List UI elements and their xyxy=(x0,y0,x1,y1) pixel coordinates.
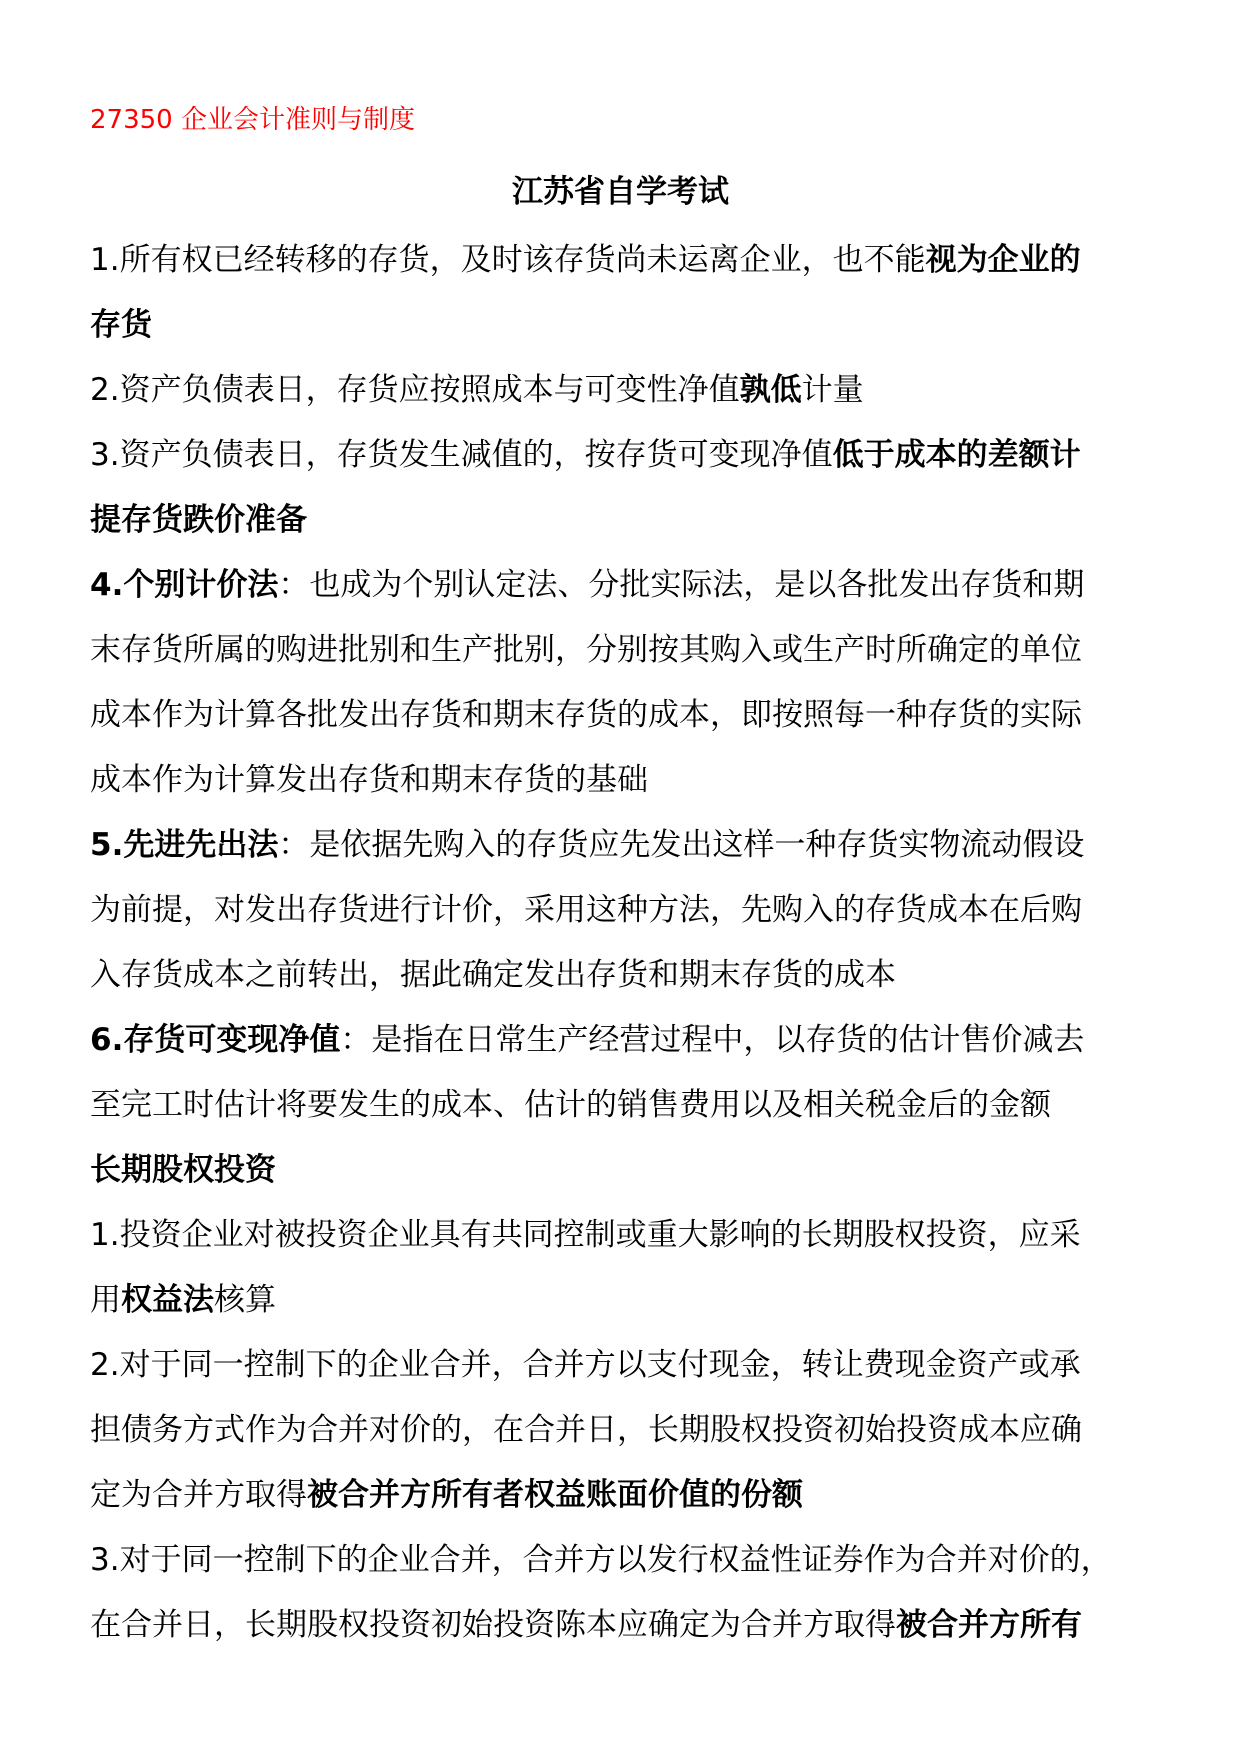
emphasis: 被合并方所有 xyxy=(896,1607,1082,1643)
text-line: 担债务方式作为合并对价的，在合并日，长期股权投资初始投资成本应确 xyxy=(90,1412,1082,1448)
text-line: 在合并日，长期股权投资初始投资陈本应确定为合并方取得被合并方所有 xyxy=(90,1607,1082,1643)
emphasis: 被合并方所有者权益账面价值的份额 xyxy=(307,1477,803,1513)
emphasis: 提存货跌价准备 xyxy=(90,502,307,538)
emphasis: 视为企业的 xyxy=(925,242,1081,278)
text-line: 1.所有权已经转移的存货，及时该存货尚未运离企业，也不能视为企业的 xyxy=(90,242,1081,278)
term: 5.先进先出法 xyxy=(90,827,279,863)
text-line xyxy=(90,488,1165,553)
text-line: 1.投资企业对被投资企业具有共同控制或重大影响的长期股权投资，应采 xyxy=(90,1217,1081,1253)
text-line: 6.存货可变现净值：是指在日常生产经营过程中，以存货的估计售价减去 xyxy=(90,1022,1085,1058)
text-line: 成本作为计算发出存货和期末存货的基础 xyxy=(90,762,648,798)
emphasis: 孰低 xyxy=(739,372,802,408)
inventory-item-2 xyxy=(90,358,1165,423)
term: 6.存货可变现净值 xyxy=(90,1022,341,1058)
text-line: 定为合并方取得被合并方所有者权益账面价值的份额 xyxy=(90,1477,803,1513)
text-line: 成本作为计算各批发出存货和期末存货的成本，即按照每一种存货的实际 xyxy=(90,697,1082,733)
text-line: 3.资产负债表日，存货发生减值的，按存货可变现净值低于成本的差额计 xyxy=(90,437,1081,473)
equity-item-2 xyxy=(90,1333,1165,1528)
text-line: 用权益法核算 xyxy=(90,1282,276,1318)
inventory-item-4 xyxy=(90,553,1165,813)
text-line: 5.先进先出法：是依据先购入的存货应先发出这样一种存货实物流动假设 xyxy=(90,827,1085,863)
text-line: 2.资产负债表日，存货应按照成本与可变性净值孰低计量 xyxy=(90,372,864,408)
text-line: 末存货所属的购进批别和生产批别，分别按其购入或生产时所确定的单位 xyxy=(90,632,1082,668)
text-line: 2.对于同一控制下的企业合并，合并方以支付现金，转让费现金资产或承 xyxy=(90,1347,1081,1383)
equity-item-3 xyxy=(90,1528,1165,1658)
document-body xyxy=(90,228,1165,1658)
emphasis: 权益法 xyxy=(121,1282,214,1318)
course-code: 27350 企业会计准则与制度 xyxy=(90,105,415,135)
emphasis: 存货 xyxy=(90,307,152,343)
text-line: 至完工时估计将要发生的成本、估计的销售费用以及相关税金后的金额 xyxy=(90,1087,1051,1123)
section-heading-text: 长期股权投资 xyxy=(90,1152,276,1188)
inventory-item-3 xyxy=(90,423,1165,553)
section-heading xyxy=(90,1138,1165,1203)
text-line: 3.对于同一控制下的企业合并，合并方以发行权益性证券作为合并对价的， xyxy=(90,1542,1112,1578)
text-line: 为前提，对发出存货进行计价，采用这种方法，先购入的存货成本在后购 xyxy=(90,892,1082,928)
document-title: 江苏省自学考试 xyxy=(512,174,729,210)
emphasis: 低于成本的差额计 xyxy=(832,437,1081,473)
text-line: 入存货成本之前转出，据此确定发出存货和期末存货的成本 xyxy=(90,957,896,993)
inventory-item-5 xyxy=(90,813,1165,1008)
text-line: 4.个别计价法：也成为个别认定法、分批实际法，是以各批发出存货和期 xyxy=(90,567,1085,603)
inventory-item-1 xyxy=(90,228,1165,358)
term: 4.个别计价法 xyxy=(90,567,279,603)
inventory-item-6 xyxy=(90,1008,1165,1138)
equity-item-1 xyxy=(90,1203,1165,1333)
text-line xyxy=(90,293,1165,358)
